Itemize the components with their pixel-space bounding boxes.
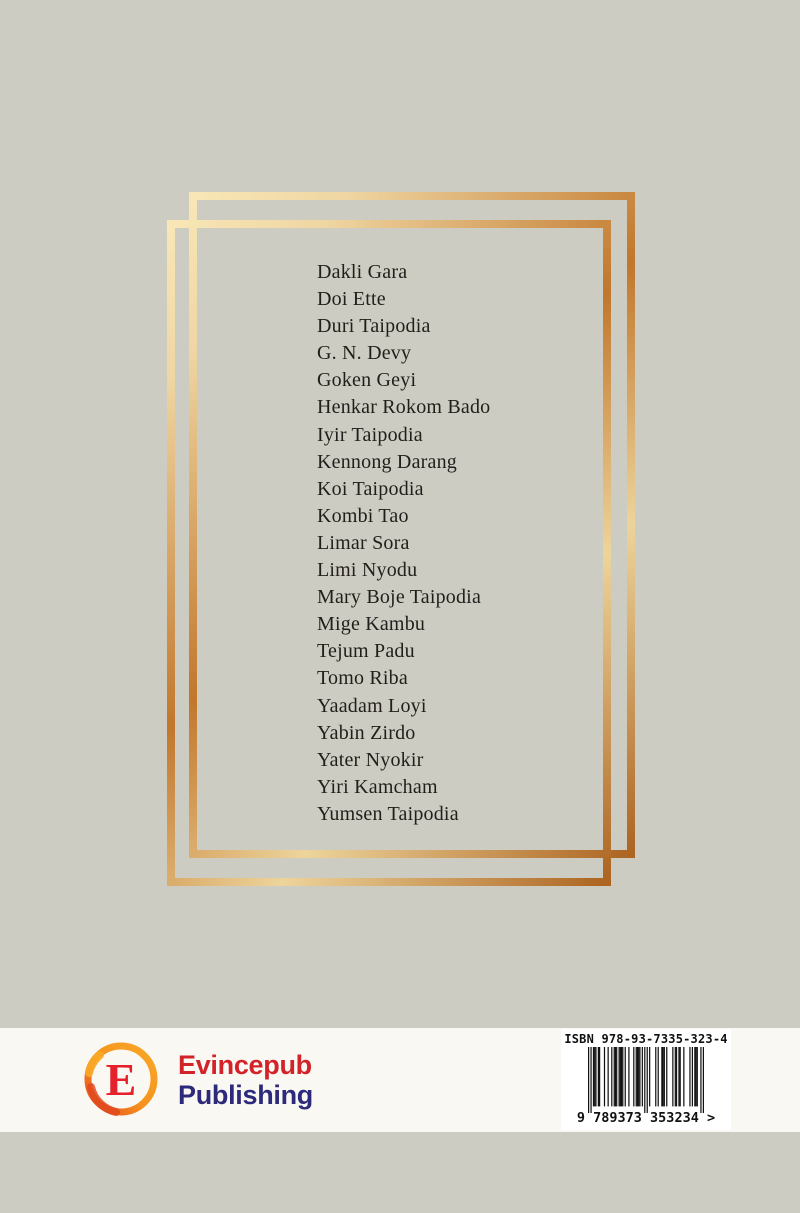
contributor-name: Kombi Tao: [317, 504, 409, 527]
contributor-name: Tejum Padu: [317, 640, 415, 663]
publisher-name: [178, 1049, 313, 1110]
contributor-name: Yater Nyokir: [317, 748, 424, 771]
contributor-name: Doi Ette: [317, 288, 386, 311]
contributor-name: Henkar Rokom Bado: [317, 396, 491, 419]
contributor-name: Mige Kambu: [317, 613, 426, 636]
contributor-name: Yumsen Taipodia: [317, 802, 459, 825]
contributors-list: [317, 259, 490, 828]
contributor-name: Iyir Taipodia: [317, 423, 423, 446]
logo-letter-e: E: [105, 1053, 137, 1105]
contributor-name: Yaadam Loyi: [317, 694, 427, 717]
contributor-name: Yabin Zirdo: [317, 721, 416, 744]
contributor-name: Koi Taipodia: [317, 477, 424, 500]
ean13-barcode: [588, 1047, 704, 1113]
publisher-name-line1: Evincepub: [178, 1049, 312, 1080]
isbn-number: ISBN 978-93-7335-323-4: [564, 1032, 728, 1046]
contributor-name: G. N. Devy: [317, 342, 412, 365]
barcode-digits: 9 789373 353234 >: [576, 1110, 716, 1126]
contributor-name: Duri Taipodia: [317, 315, 431, 338]
contributor-name: Limar Sora: [317, 531, 410, 554]
contributor-name: Kennong Darang: [317, 450, 457, 473]
logo-ring: [78, 1037, 164, 1123]
isbn-barcode-block: [561, 1029, 731, 1130]
contributor-name: Tomo Riba: [317, 667, 408, 690]
contributor-name: Goken Geyi: [317, 369, 417, 392]
contributor-name: Yiri Kamcham: [317, 775, 438, 798]
publisher-name-line2: Publishing: [178, 1079, 313, 1110]
contributor-name: Mary Boje Taipodia: [317, 586, 482, 609]
contributor-name: Limi Nyodu: [317, 559, 418, 582]
publisher-logo: [78, 1036, 313, 1124]
contributor-name: Dakli Gara: [317, 261, 408, 283]
